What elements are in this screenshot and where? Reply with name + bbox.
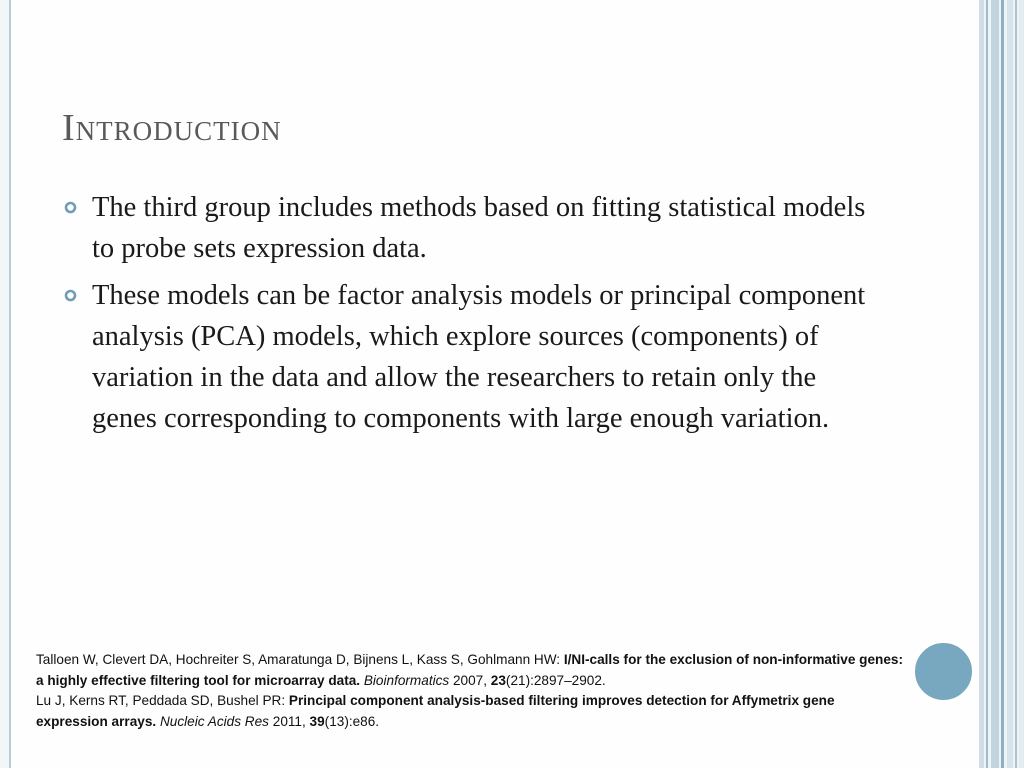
left-frame-line xyxy=(9,0,11,768)
right-bar-stripe xyxy=(1007,0,1013,768)
reference-year: 2007, xyxy=(449,672,491,688)
right-bar-stripe xyxy=(1019,0,1024,768)
reference-issue-pages: (13):e86. xyxy=(324,713,380,729)
decorative-circle xyxy=(913,641,974,702)
reference-item xyxy=(36,650,906,691)
reference-volume: 23 xyxy=(490,672,506,688)
references xyxy=(36,650,906,732)
ring-bullet-icon xyxy=(64,201,77,214)
reference-title: I/NI-calls for the exclusion of non-informative genes: a highly effective filtering tool for microarray data. xyxy=(36,652,903,688)
bullet-list xyxy=(62,187,882,445)
right-bar-stripe xyxy=(1015,0,1017,768)
reference-item xyxy=(36,691,906,732)
right-bar-stripe xyxy=(991,0,999,768)
reference-authors: Lu J, Kerns RT, Peddada SD, Bushel PR: xyxy=(36,693,289,708)
left-frame-margin xyxy=(0,0,9,768)
bullet-item xyxy=(62,187,882,269)
reference-volume: 39 xyxy=(309,713,325,729)
right-bar-stripe xyxy=(1001,0,1004,768)
right-bar-stripe xyxy=(979,0,984,768)
right-bar-stripe xyxy=(986,0,988,768)
reference-title: Principal component analysis-based filtering improves detection for Affymetrix gene expression arrays. xyxy=(36,693,835,729)
reference-issue-pages: (21):2897–2902. xyxy=(505,672,606,688)
bullet-item xyxy=(62,275,882,439)
bullet-text: These models can be factor analysis models or principal component analysis (PCA) models, which explore sources (components) of variation in the data and allow the researchers to retain only the genes corresponding to components with large enough variation. xyxy=(92,280,866,434)
ring-bullet-icon xyxy=(64,289,77,302)
slide-title: Introduction xyxy=(62,107,282,149)
bullet-text: The third group includes methods based on fitting statistical models to probe sets expression data. xyxy=(92,192,866,264)
reference-journal: Nucleic Acids Res xyxy=(159,713,269,729)
reference-journal: Bioinformatics xyxy=(363,672,450,688)
reference-year: 2011, xyxy=(268,713,310,729)
reference-authors: Talloen W, Clevert DA, Hochreiter S, Amaratunga D, Bijnens L, Kass S, Gohlmann HW: xyxy=(36,652,564,667)
